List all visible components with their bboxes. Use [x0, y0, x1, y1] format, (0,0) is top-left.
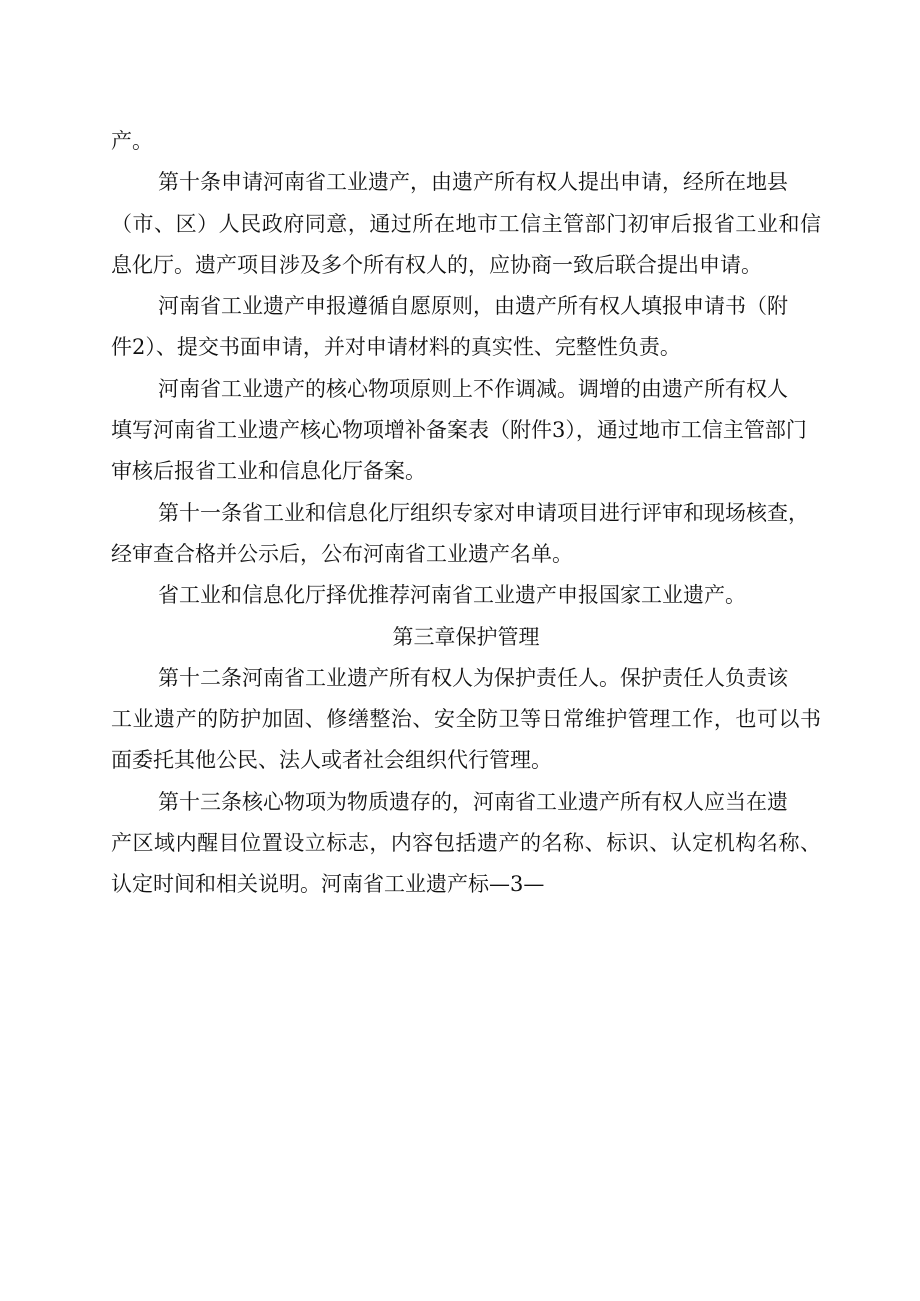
paragraph-voluntary-principle: 河南省工业遗产申报遵循自愿原则，由遗产所有权人填报申请书（附 — [158, 294, 788, 319]
text-line: 产区域内醒目位置设立标志，内容包括遗产的名称、标识、认定机构名称、 — [111, 831, 821, 856]
text-line: 产。 — [111, 129, 153, 153]
text-line: 工业遗产的防护加固、修缮整治、安全防卫等日常维护管理工作，也可以书 — [111, 707, 821, 732]
paragraph-recommendation: 省工业和信息化厅择优推荐河南省工业遗产申报国家工业遗产。 — [158, 583, 746, 608]
text-line: 面委托其他公民、法人或者社会组织代行管理。 — [111, 748, 552, 773]
chapter-heading: 第三章保护管理 — [392, 624, 540, 649]
paragraph-article-13: 第十三条核心物项为物质遗存的，河南省工业遗产所有权人应当在遗 — [158, 789, 788, 814]
text-line: 件2）、提交书面申请，并对申请材料的真实性、完整性负责。 — [111, 335, 681, 360]
paragraph-core-items: 河南省工业遗产的核心物项原则上不作调减。调增的由遗产所有权人 — [158, 376, 788, 401]
document-body — [111, 121, 821, 906]
text-line: 填写河南省工业遗产核心物项增补备案表（附件3），通过地市工信主管部门 — [111, 418, 807, 443]
paragraph-article-10: 第十条申请河南省工业遗产，由遗产所有权人提出申请，经所在地县 — [158, 170, 788, 195]
text-line: 息化厅。遗产项目涉及多个所有权人的，应协商一致后联合提出申请。 — [111, 252, 762, 277]
text-line: 审核后报省工业和信息化厅备案。 — [111, 459, 426, 484]
paragraph-article-12: 第十二条河南省工业遗产所有权人为保护责任人。保护责任人负责该 — [158, 665, 788, 690]
text-line: （市、区）人民政府同意，通过所在地市工信主管部门初审后报省工业和信 — [111, 211, 821, 236]
text-line-with-page-number: 认定时间和相关说明。河南省工业遗产标—3— — [111, 872, 545, 897]
paragraph-article-11: 第十一条省工业和信息化厅组织专家对申请项目进行评审和现场核查， — [158, 500, 809, 525]
text-line: 经审查合格并公示后，公布河南省工业遗产名单。 — [111, 541, 573, 566]
